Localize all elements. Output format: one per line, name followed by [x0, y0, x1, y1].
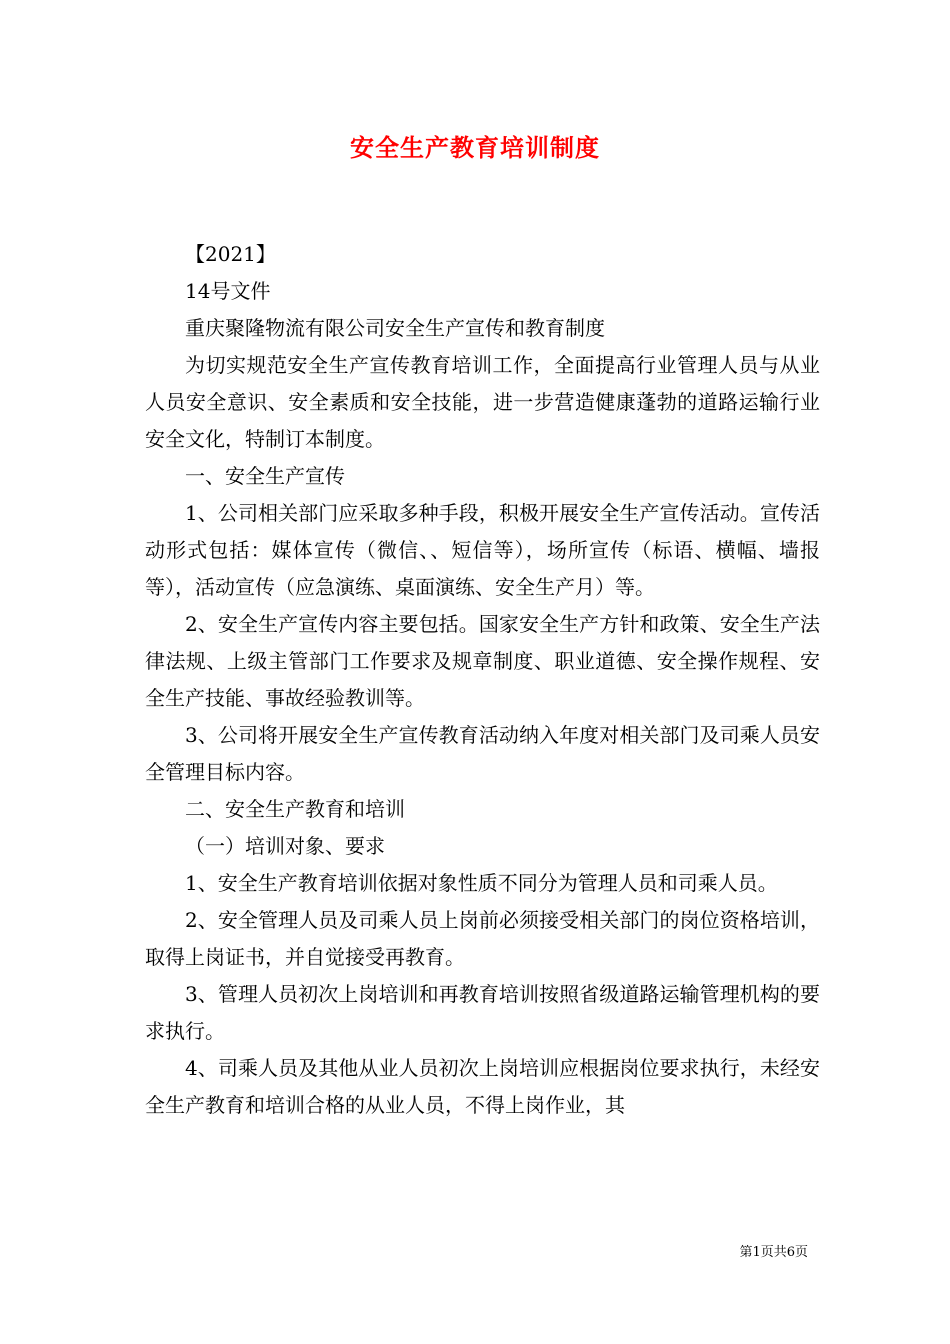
doc-subtitle: 重庆聚隆物流有限公司安全生产宣传和教育制度 — [185, 316, 605, 340]
paragraph-intro: 为切实规范安全生产宣传教育培训工作，全面提高行业管理人员与从业人员安全意识、安全素质和安全技能，进一步营造健康蓬勃的道路运输行业安全文化，特制订本制度。 — [145, 353, 820, 451]
paragraph-2-4: 4、司乘人员及其他从业人员初次上岗培训应根据岗位要求执行，未经安全生产教育和培训合格的从业人员，不得上岗作业，其 — [145, 1056, 820, 1117]
doc-number-year: 【2021】 — [185, 242, 276, 266]
document-body — [145, 236, 820, 1124]
document-title: 安全生产教育培训制度 — [350, 133, 600, 162]
page-number: 第1页共6页 — [739, 1245, 808, 1260]
paragraph-1-3: 3、公司将开展安全生产宣传教育活动纳入年度对相关部门及司乘人员安全管理目标内容。 — [145, 723, 820, 784]
section-heading-2: 二、安全生产教育和培训 — [185, 797, 405, 821]
section-heading-1: 一、安全生产宣传 — [185, 464, 345, 488]
doc-number: 14号文件 — [185, 279, 271, 303]
paragraph-2-3: 3、管理人员初次上岗培训和再教育培训按照省级道路运输管理机构的要求执行。 — [145, 982, 820, 1043]
paragraph-2-2: 2、安全管理人员及司乘人员上岗前必须接受相关部门的岗位资格培训，取得上岗证书，并自觉接受再教育。 — [145, 908, 820, 969]
paragraph-2-1: 1、安全生产教育培训依据对象性质不同分为管理人员和司乘人员。 — [185, 871, 778, 895]
subsection-heading-2-1: （一）培训对象、要求 — [185, 834, 385, 858]
paragraph-1-1: 1、公司相关部门应采取多种手段，积极开展安全生产宣传活动。宣传活动形式包括：媒体宣传（微信、、短信等），场所宣传（标语、横幅、墙报等），活动宣传（应急演练、桌面演练、安全生产月）等。 — [145, 501, 820, 599]
paragraph-1-2: 2、安全生产宣传内容主要包括。国家安全生产方针和政策、安全生产法律法规、上级主管部门工作要求及规章制度、职业道德、安全操作规程、安全生产技能、事故经验教训等。 — [145, 612, 820, 710]
